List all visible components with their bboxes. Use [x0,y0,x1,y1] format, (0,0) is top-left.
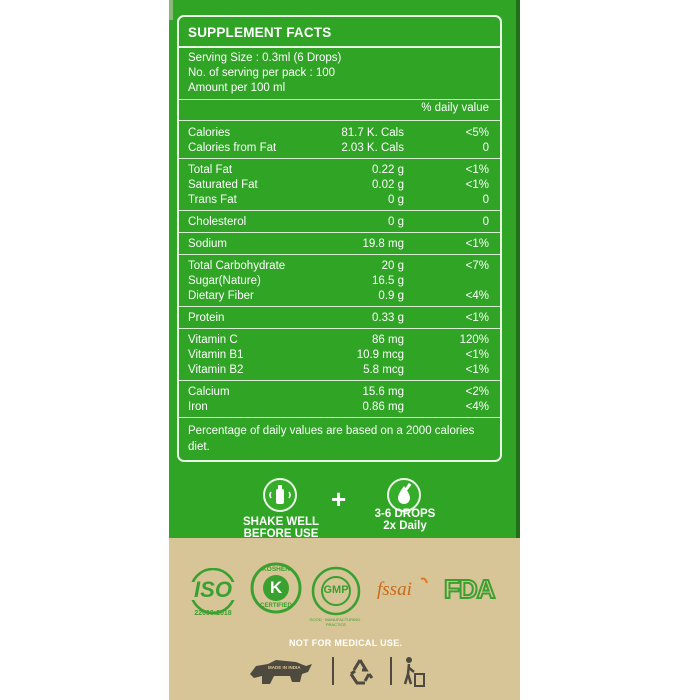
nutrient-daily-value: <1% [465,238,489,250]
nutrient-row [188,385,491,399]
drops-label-2: 2x Daily [383,520,427,532]
nutrient-amount: 0 g [388,216,404,228]
nutrient-daily-value: <1% [465,364,489,376]
divider [179,417,500,418]
dropper-icon [387,478,421,512]
nutrient-row [188,363,491,377]
nutrient-row [188,333,491,347]
nutrient-amount: 0.9 g [378,290,404,302]
dispose-properly-icon [402,656,426,688]
nutrient-daily-value: <2% [465,386,489,398]
nutrient-amount: 0.02 g [372,179,404,191]
nutrient-name: Protein [188,312,225,324]
gmp-logo [309,566,363,627]
recycle-icon [345,656,375,686]
nutrient-row [188,400,491,414]
nutrient-row [188,237,491,251]
nutrient-row [188,163,491,177]
daily-value-footnote: Percentage of daily values are based on a 2000 calories diet. [188,425,475,453]
made-in-india-text: MADE IN INDIA [268,665,301,670]
nutrient-row [188,289,491,303]
servings-per-pack: No. of serving per pack : 100 [188,67,336,79]
nutrient-row [188,126,491,140]
nutrient-row [188,311,491,325]
nutrient-amount: 0.86 mg [362,401,404,413]
divider [390,657,392,685]
make-in-india-lion-icon [246,654,316,690]
daily-value-header: % daily value [421,102,489,114]
nutrient-row [188,259,491,273]
nutrient-row [188,178,491,192]
shake-label-1: SHAKE WELL [242,516,320,528]
nutrient-daily-value: <4% [465,401,489,413]
nutrient-amount: 20 g [381,260,404,272]
nutrient-amount: 5.8 mcg [363,364,404,376]
drops-label-1: 3-6 DROPS [374,508,436,520]
nutrient-row [188,274,491,288]
divider [179,306,500,307]
nutrient-daily-value: <1% [465,349,489,361]
not-for-medical-use: NOT FOR MEDICAL USE. [289,638,403,648]
kosher-bottom-text: CERTIFIED [260,603,292,609]
shake-label-2: BEFORE USE [243,528,319,540]
nutrient-name: Sugar(Nature) [188,275,261,287]
nutrient-row [188,193,491,207]
nutrient-name: Calories from Fat [188,142,277,154]
plus-sign: + [331,484,347,514]
panel-edge [516,0,520,538]
nutrient-name: Vitamin B1 [188,349,244,361]
nutrient-amount: 16.5 g [372,275,404,287]
panel-corner [169,0,173,20]
nutrient-daily-value: <5% [465,127,489,139]
nutrient-amount: 86 mg [372,334,404,346]
nutrient-daily-value: 0 [482,142,489,154]
nutrient-daily-value: 0 [482,216,489,228]
kosher-certified-logo [250,562,302,614]
nutrient-amount: 81.7 K. Cals [341,127,404,139]
nutrient-row [188,141,491,155]
fssai-text: fssai [377,579,412,600]
supplement-facts-table [177,15,502,462]
facts-title: SUPPLEMENT FACTS [188,25,332,40]
usage-instructions [169,472,520,538]
divider [179,99,500,100]
gmp-ring-text: GOOD · MANUFACTURING · PRACTICE [309,617,363,627]
divider [179,232,500,233]
nutrient-name: Total Fat [188,164,233,176]
nutrient-daily-value: <1% [465,179,489,191]
fda-logo [444,574,496,606]
divider [179,328,500,329]
nutrient-amount: 0 g [388,194,404,206]
divider [179,380,500,381]
nutrient-name: Sodium [188,238,227,250]
nutrient-daily-value: <1% [465,164,489,176]
divider [179,210,500,211]
amount-per: Amount per 100 ml [188,82,286,94]
divider [179,120,500,121]
nutrient-amount: 0.33 g [372,312,404,324]
nutrient-name: Vitamin C [188,334,238,346]
fda-text: FDA [444,574,495,604]
kosher-top-text: KOSHER [262,566,290,573]
divider [179,158,500,159]
nutrient-row [188,348,491,362]
nutrient-daily-value: <7% [465,260,489,272]
nutrient-name: Trans Fat [188,194,237,206]
nutrient-name: Calcium [188,386,230,398]
shake-bottle-icon [263,478,297,512]
iso-logo [184,568,242,620]
nutrient-amount: 2.03 K. Cals [341,142,404,154]
nutrient-name: Vitamin B2 [188,364,244,376]
gmp-text: GMP [323,584,349,596]
iso-number: 22000:2018 [194,610,232,617]
nutrient-daily-value: <1% [465,312,489,324]
nutrient-daily-value: <4% [465,290,489,302]
nutrient-amount: 10.9 mcg [356,349,404,361]
fssai-logo [375,575,431,605]
nutrient-amount: 0.22 g [372,164,404,176]
kosher-k: K [269,578,283,597]
iso-text: ISO [194,577,232,602]
nutrient-name: Dietary Fiber [188,290,254,302]
divider [332,657,334,685]
nutrient-name: Total Carbohydrate [188,260,286,272]
nutrient-daily-value: 120% [459,334,489,346]
nutrient-row [188,215,491,229]
nutrient-name: Cholesterol [188,216,247,228]
nutrient-name: Iron [188,401,208,413]
nutrient-name: Saturated Fat [188,179,258,191]
nutrient-amount: 15.6 mg [362,386,404,398]
divider [179,46,500,48]
divider [179,254,500,255]
serving-size: Serving Size : 0.3ml (6 Drops) [188,52,342,64]
nutrient-daily-value: 0 [482,194,489,206]
nutrient-amount: 19.8 mg [362,238,404,250]
nutrient-name: Calories [188,127,231,139]
